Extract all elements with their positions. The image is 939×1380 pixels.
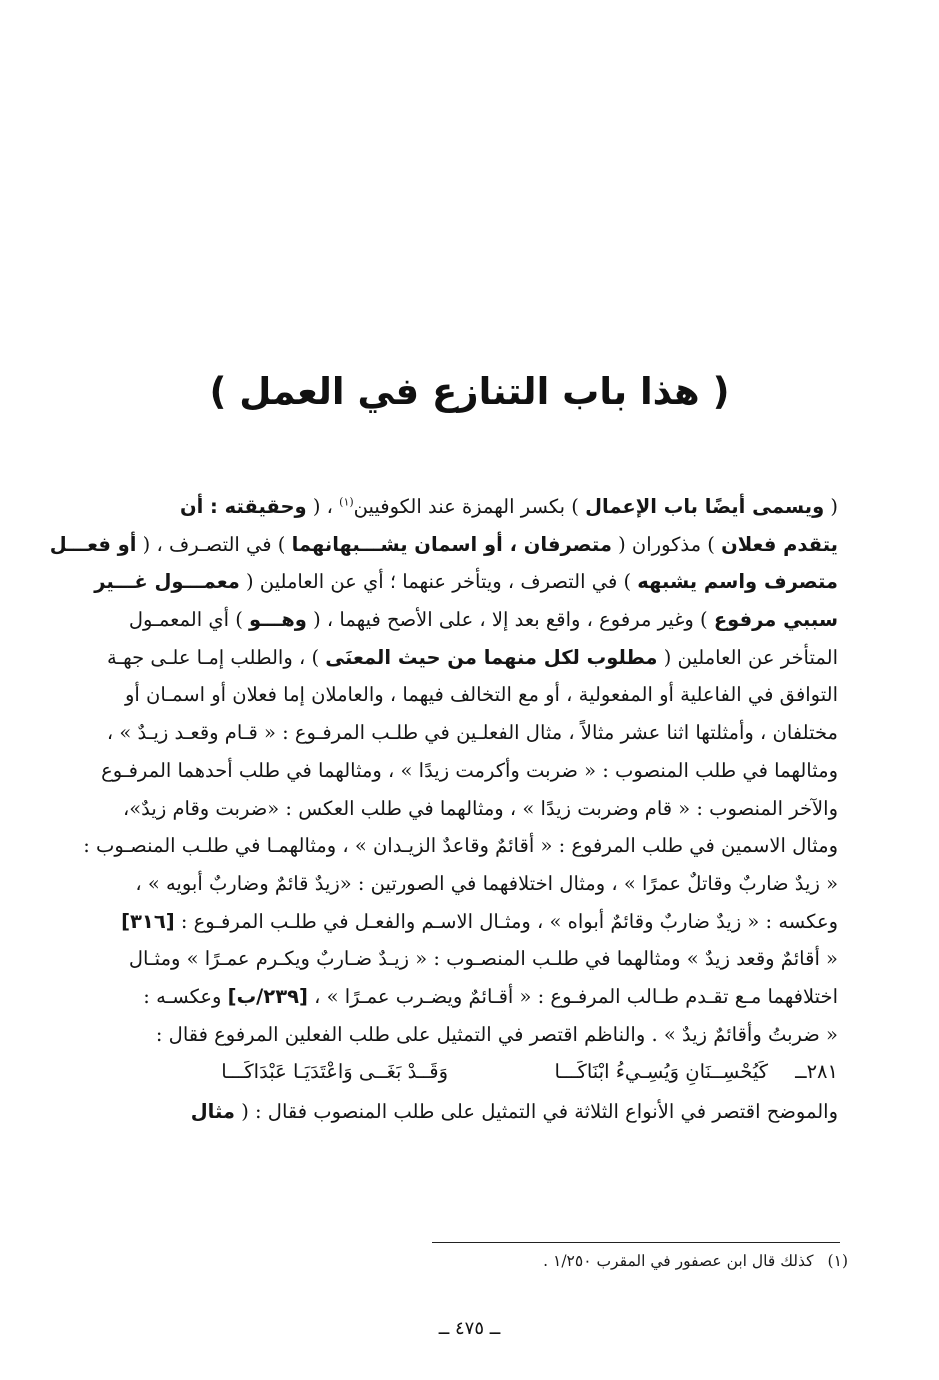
bold-matn-text: مطلوب لكل منهما من حيث المعنَى [325, 645, 658, 669]
text-line [70, 563, 838, 601]
text-line [70, 827, 838, 865]
line-text: ) ، والطلب إمـا علـى جهـة [107, 645, 326, 669]
text-line [70, 601, 838, 639]
bold-matn-text: أو فعـــل [49, 532, 137, 556]
line-text: ) بكسر الهمزة عند الكوفيين [353, 495, 586, 518]
line-text: ومثالهما في طلب المنصوب : « ضربت وأكرمت زيدًا » ، ومثالهما في طلب أحدهما المرفـوع [101, 758, 838, 782]
bold-matn-text: [٣١٦] [121, 909, 175, 933]
bold-matn-text: معمـــول غـــير [94, 570, 240, 594]
text-line [70, 1016, 838, 1054]
line-text: اختلافهما مـع تقـدم طـالب المرفـوع : « أقـائمٌ ويضـرب عمـرًا » ، [307, 984, 838, 1008]
bold-matn-text: سببي مرفوع [713, 608, 838, 632]
line-text: « زيدٌ ضاربٌ وقاتلٌ عمرًا » ، ومثال اختلافهما في الصورتين : «زيدٌ قائمٌ وضاربٌ أبويه » ، [135, 871, 838, 895]
text-line [70, 790, 838, 828]
bold-matn-text: وحقيقته : أن [179, 495, 307, 518]
bold-matn-text: متصرف واسم يشبهه [637, 570, 838, 594]
bold-matn-text: وهـــو [249, 608, 307, 632]
text-line [70, 639, 838, 677]
line-text: ( [824, 495, 838, 518]
bold-matn-text: ويسمى أيضًا باب الإعمال [585, 495, 825, 518]
bold-matn-text: متصرفان ، أو اسمان يشـــبهانهما [291, 532, 612, 556]
verse-first-hemistich: كَيُحْسِــنَانِ وَيُسِـيءُ ابْنَاكَـــا [554, 1060, 768, 1084]
line-text: « ضربتُ وأقائمٌ زيدٌ » . والناظم اقتصر في التمثيل على طلب الفعلين المرفوع فقال : [155, 1022, 838, 1046]
footnote-divider [432, 1242, 840, 1243]
verse-line [70, 1053, 838, 1091]
text-line [70, 940, 838, 978]
verse-second-hemistich: وَقَــدْ بَغَــى وَاعْتَدَيَـا عَبْدَاكَـــا [221, 1060, 448, 1084]
body-text [49, 488, 838, 1131]
line-text: ومثال الاسمين في طلب المرفوع : « أقائمٌ وقاعدٌ الزيـدان » ، ومثالهمـا في طلـب المنصـوب : [83, 834, 838, 858]
line-text: ) في التصرف ، ويتأخر عنهما ؛ أي عن العاملين ( [239, 570, 638, 594]
text-line [70, 903, 838, 941]
footnote-ref: (١) [339, 495, 354, 509]
verse-number: ٢٨١ــ [795, 1060, 838, 1084]
line-text: والموضح اقتصر في الأنواع الثلاثة في التمثيل على طلب المنصوب فقال : ( [235, 1100, 838, 1124]
line-text: والآخر المنصوب : « قام وضربت زيدًا » ، ومثالهما في طلب العكس : «ضربت وقام زيدٌ»، [122, 796, 838, 820]
text-line [70, 676, 838, 714]
line-text: التوافق في الفاعلية أو المفعولية ، أو مع التخالف فيهما ، والعاملان إما فعلان أو اسمـان أو [125, 683, 838, 707]
bold-matn-text: يتقدم فعلان [721, 532, 838, 556]
line-text: مختلفان ، وأمثلتها اثنا عشر مثالاً ، مثال الفعلـين في طلـب المرفـوع : « قـام وقعـد زيـدٌ » ، [106, 721, 838, 745]
page-number: ــ ٤٧٥ ــ [438, 1318, 501, 1339]
line-text: ) في التصـرف ، ( [136, 532, 292, 556]
bold-matn-text: مثال [190, 1100, 235, 1124]
line-text: ) وغير مرفوع ، واقع بعد إلا ، على الأصح فيهما ، ( [306, 608, 714, 632]
text-line [70, 752, 838, 790]
footnote-text: كذلك قال ابن عصفور في المقرب ١/٢٥٠ . [543, 1252, 814, 1270]
footnote-marker: (١) [827, 1252, 848, 1270]
footnote [432, 1247, 848, 1275]
bold-matn-text: [٢٣٩/ب] [227, 984, 308, 1008]
line-text: ) أي المعمـول [128, 608, 250, 632]
line-text: المتأخر عن العاملين ( [657, 645, 838, 669]
line-text: « أقائمٌ وقعد زيدٌ » ومثالهما في طلـب المنصـوب : « زيـدٌ ضـاربٌ ويكـرم عمـرًا » ومثـال [128, 947, 838, 971]
text-line [70, 488, 838, 526]
line-text: وعكسه : « زيدٌ ضاربٌ وقائمٌ أبواه » ، ومثـال الاسـم والفعـل في طلـب المرفـوع : [174, 909, 838, 933]
chapter-title: ( هذا باب التنازع في العمل ) [209, 370, 730, 413]
line-text: ، ( [306, 495, 340, 518]
text-line [70, 714, 838, 752]
text-line [49, 526, 838, 564]
text-line [70, 978, 838, 1016]
line-text: وعكسـه : [143, 984, 228, 1008]
paragraph-lines [49, 488, 838, 1053]
after-verse-line [70, 1093, 838, 1131]
line-text: ) مذكوران ( [611, 532, 722, 556]
text-line [70, 865, 838, 903]
